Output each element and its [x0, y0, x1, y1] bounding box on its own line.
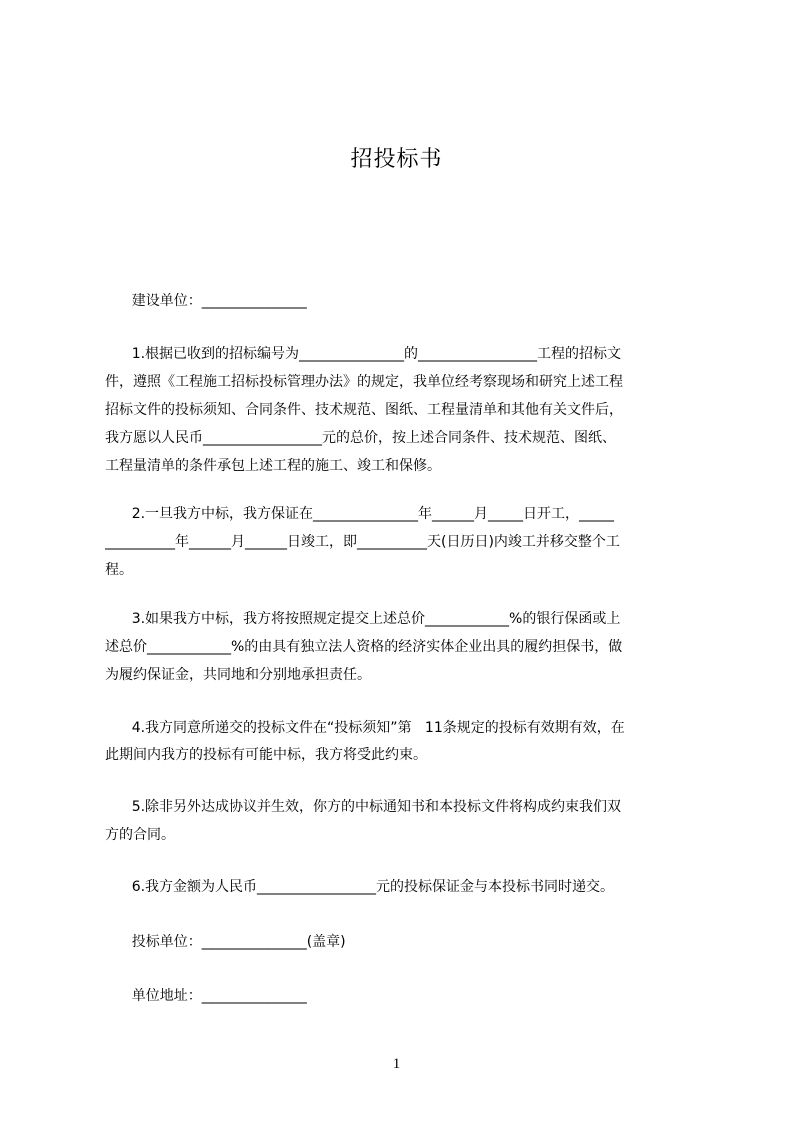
clause-2-line-3: 程。	[105, 562, 133, 578]
unit-address-line: 单位地址：_______________	[105, 988, 307, 1004]
clause-3-line-1: 3.如果我方中标，我方将按照规定提交上述总价____________%的银行保函或上	[105, 611, 621, 627]
clause-3-line-2: 述总价____________%的由具有独立法人资格的经济实体企业出具的履约担保书，做	[105, 639, 623, 655]
builder-unit-line: 建设单位：_______________	[105, 293, 307, 309]
bidder-unit-line: 投标单位：_______________(盖章)	[105, 934, 346, 950]
clause-6-line: 6.我方金额为人民币_________________元的投标保证金与本投标书同时递交。	[105, 879, 615, 895]
clause-5-line-2: 方的合同。	[105, 827, 175, 843]
clause-1-line-2: 件，遵照《工程施工招标投标管理办法》的规定，我单位经考察现场和研究上述工程	[105, 374, 623, 390]
clause-3-line-3: 为履约保证金，共同地和分别地承担责任。	[105, 667, 371, 683]
document-title: 招投标书	[350, 147, 443, 172]
clause-1-line-4: 我方愿以人民币_________________元的总价，按上述合同条件、技术规范、图纸、	[105, 430, 616, 446]
page-number: 1	[392, 1056, 401, 1072]
clause-4-line-1: 4.我方同意所递交的投标文件在“投标须知”第 11条规定的投标有效期有效，在	[105, 720, 625, 736]
clause-1-line-5: 工程量清单的条件承包上述工程的施工、竣工和保修。	[105, 458, 441, 474]
clause-1-line-1: 1.根据已收到的招标编号为_______________的_________________工程的招标文	[105, 346, 622, 362]
clause-2-line-1: 2.一旦我方中标，我方保证在_______________年______月_____日开工，_____	[105, 506, 615, 522]
clause-2-line-2: __________年______月______日竣工，即__________天(日历日)内竣工并移交整个工	[105, 534, 620, 550]
clause-4-line-2: 此期间内我方的投标有可能中标，我方将受此约束。	[105, 747, 427, 763]
clause-5-line-1: 5.除非另外达成协议并生效，你方的中标通知书和本投标文件将构成约束我们双	[105, 799, 622, 815]
clause-1-line-3: 招标文件的投标须知、合同条件、技术规范、图纸、工程量清单和其他有关文件后，	[105, 402, 623, 418]
